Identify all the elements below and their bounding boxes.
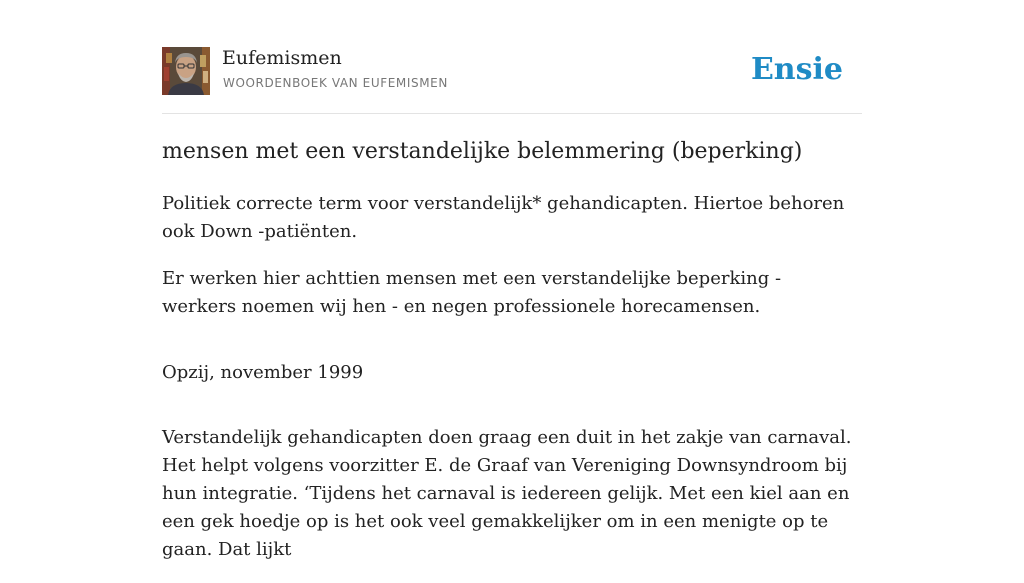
entry-definition: Politiek correcte term voor verstandelijk* gehandicapten. Hiertoe behoren ook Down -patiënten. [162,193,845,242]
site-subtitle: WOORDENBOEK VAN EUFEMISMEN [223,76,448,90]
example-source: Opzij, november 1999 [162,362,364,383]
portrait-photo-icon [162,47,210,95]
second-example: Verstandelijk gehandicapten doen graag een duit in het zakje van carnaval. Het helpt volgens voorzitter E. de Graaf van Vereniging Downsyndroom bij hun integratie. ‘Tijdens het carnaval is iedereen gelijk. Met een kiel aan en een gek hoedje op is het ook veel gemakkelijker om in een menigte op te gaan. Dat lijkt [162,427,852,560]
example-quote: Er werken hier achttien mensen met een verstandelijke beperking - werkers noemen wij hen - en negen professionele horecamensen. [162,268,782,317]
entry-content [162,136,852,583]
site-name[interactable]: Eufemismen [222,47,342,69]
avatar[interactable] [162,47,210,95]
entry-title: mensen met een verstandelijke belemmering (beperking) [162,139,803,164]
ensie-logo[interactable]: Ensie [750,52,843,87]
site-header [162,46,862,114]
